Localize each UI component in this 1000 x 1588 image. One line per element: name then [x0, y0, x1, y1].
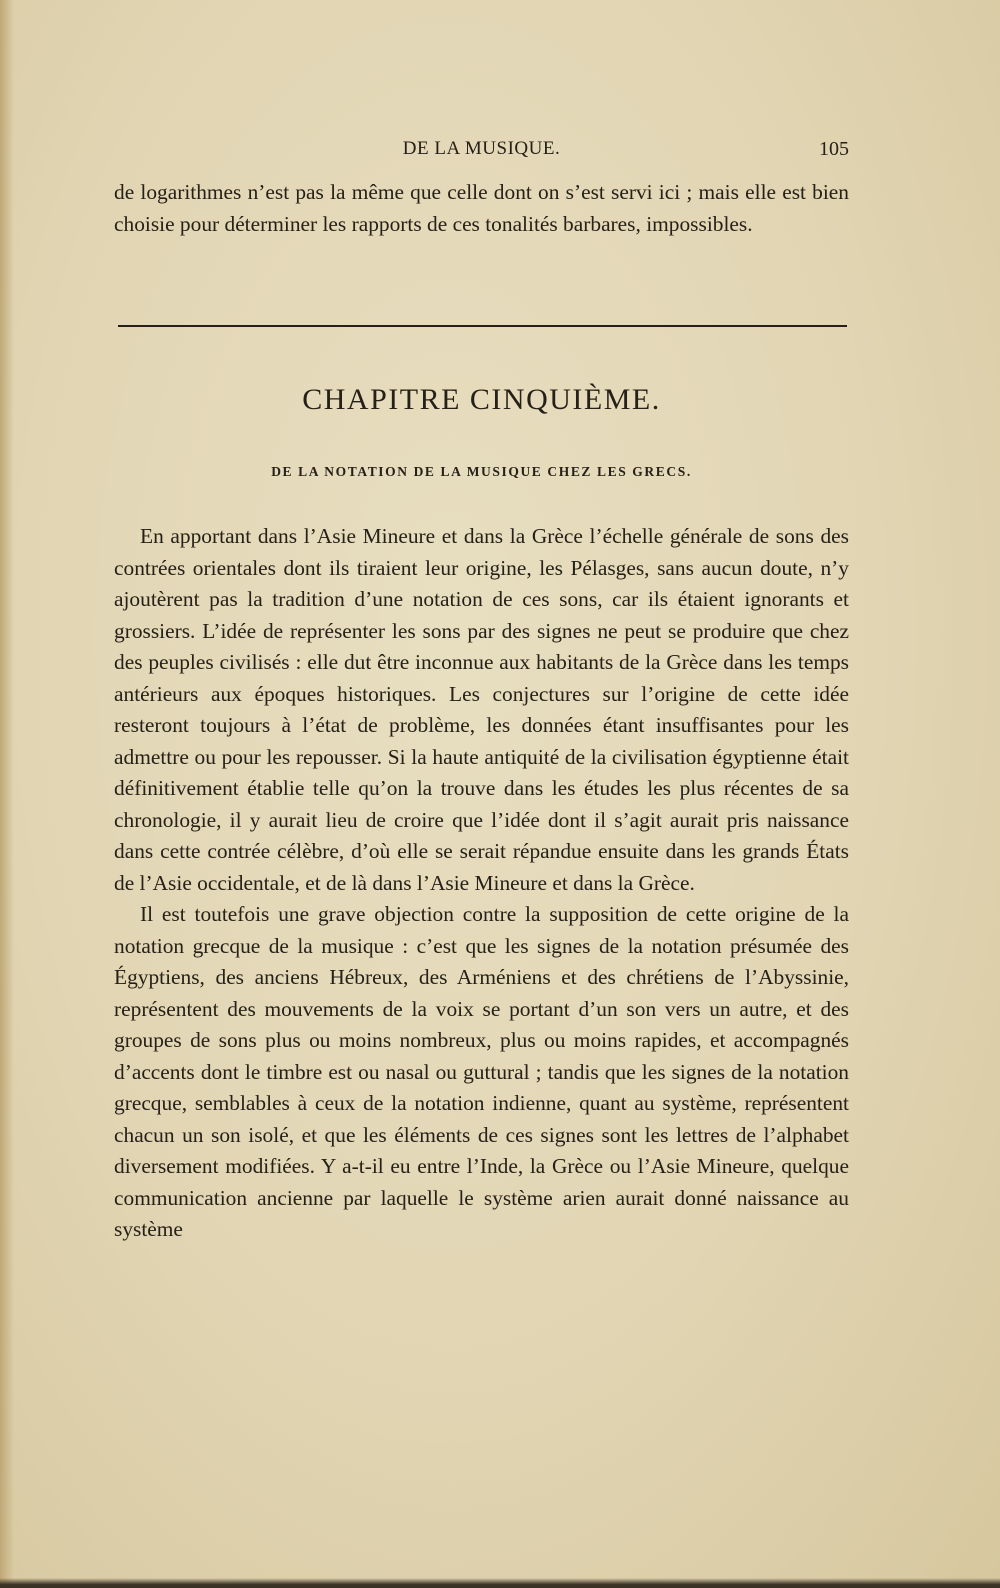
chapter-subtitle: DE LA NOTATION DE LA MUSIQUE CHEZ LES GRECS.: [271, 464, 692, 479]
page-bottom-edge: [0, 1578, 1000, 1588]
running-title: DE LA MUSIQUE.: [402, 138, 561, 159]
body-paragraph: Il est toutefois une grave objection contre la supposition de cette origine de la notation grecque de la musique : c’est que les signes de la notation présumée des Égyptiens, des anciens Hébreux, des Arméniens et des chrétiens de l’Abyssinie, représentent des mouvements de la voix se portant d’un son vers un autre, et des groupes de sons plus ou moins nombreux, plus ou moins rapides, et accompagnés d’accents dont le timbre est ou nasal ou guttural ; tandis que les signes de la notation grecque, semblables à ceux de la notation indienne, quant au système, représentent chacun un son isolé, et que les éléments de ces signes sont les lettres de l’alphabet diversement modifiées. Y a-t-il eu entre l’Inde, la Grèce ou l’Asie Mineure, quelque communication ancienne par laquelle le système arien aurait donné naissance au système: [114, 902, 849, 1241]
intro-text-block: [114, 177, 849, 240]
intro-paragraph: de logarithmes n’est pas la même que celle dont on s’est servi ici ; mais elle est bien choisie pour déterminer les rapports de ces tonalités barbares, impossibles.: [114, 180, 849, 236]
running-head: [114, 138, 849, 168]
chapter-title: CHAPITRE CINQUIÈME.: [302, 383, 661, 416]
chapter-body: [114, 521, 849, 1246]
page-number: 105: [819, 138, 849, 160]
page-edge-shadow: [0, 0, 14, 1588]
section-divider: [118, 325, 847, 327]
body-paragraph: En apportant dans l’Asie Mineure et dans la Grèce l’échelle générale de sons des contrées orientales dont ils tiraient leur origine, les Pélasges, sans aucun doute, n’y ajoutèrent pas la tradition d’une notation de ces sons, car ils étaient ignorants et grossiers. L’idée de représenter les sons par des signes ne peut se produire que chez des peuples civilisés : elle dut être inconnue aux habitants de la Grèce dans les temps antérieurs aux époques historiques. Les conjectures sur l’origine de cette idée resteront toujours à l’état de problème, les données étant insuffisantes pour les admettre ou pour les repousser. Si la haute antiquité de la civilisation égyptienne était définitivement établie telle qu’on la trouve dans les études les plus récentes de sa chronologie, il y aurait lieu de croire que l’idée dont il s’agit aurait pris naissance dans cette contrée célèbre, d’où elle se serait répandue ensuite dans les grands États de l’Asie occidentale, et de là dans l’Asie Mineure et dans la Grèce.: [114, 524, 849, 895]
